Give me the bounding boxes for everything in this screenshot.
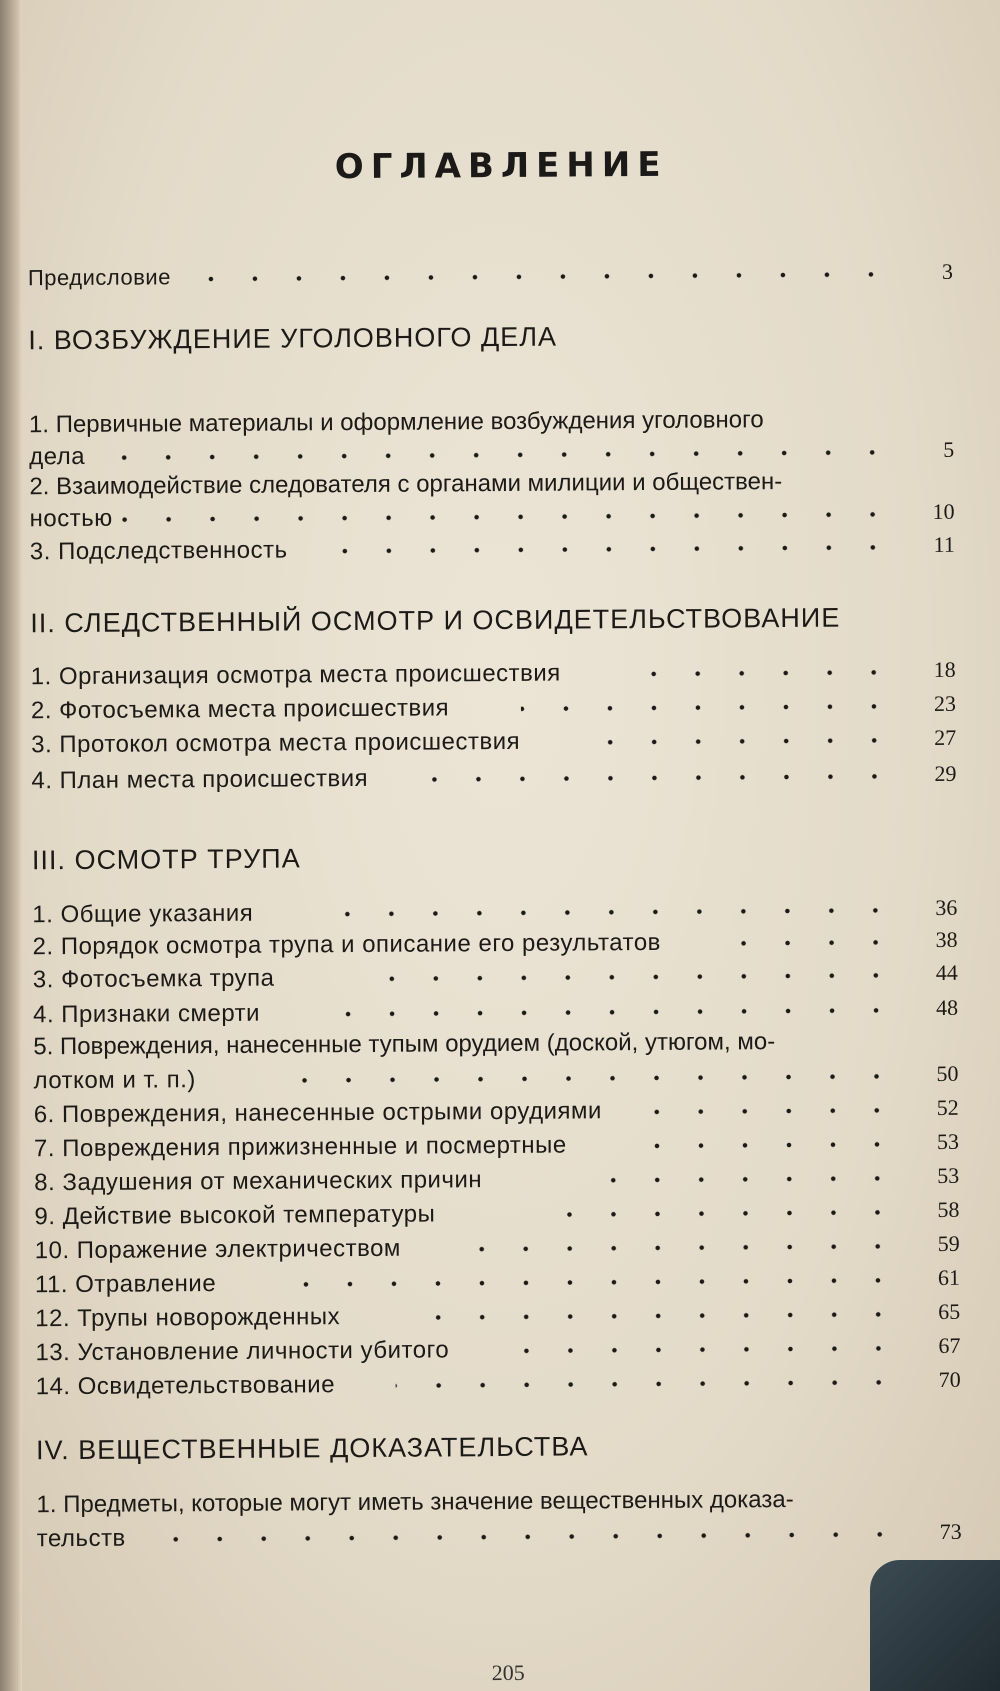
toc-entry: [31, 725, 956, 763]
entry-page: 11: [933, 531, 955, 557]
entry-label: лотком и т. п.): [33, 1066, 196, 1095]
entry-page: 61: [937, 1264, 961, 1290]
leader-dots: [591, 737, 896, 745]
entry-label: 14. Освидетельствование: [35, 1371, 336, 1401]
leader-dots: [99, 449, 894, 461]
toc-entry: [33, 927, 958, 965]
entry-label: 10. Поражение электричеством: [34, 1234, 401, 1265]
leader-dots: [332, 907, 897, 917]
toc-entry: [34, 1197, 959, 1235]
toc-entry: [30, 532, 955, 570]
entry-line: 1. Предметы, которые могут иметь значение вещественных доказа-: [36, 1485, 794, 1519]
entry-page: 48: [935, 994, 959, 1020]
entry-page: 23: [933, 690, 957, 716]
toc-entry: [35, 1231, 960, 1269]
entry-label: 1. Общие указания: [32, 899, 254, 929]
toc-entry: [30, 499, 955, 537]
entry-page: 27: [934, 724, 957, 750]
toc-entry: [35, 1299, 960, 1337]
entry-page: 59: [937, 1230, 960, 1256]
leader-dots: [415, 1311, 900, 1320]
entry-page: 65: [938, 1298, 961, 1324]
leader-dots: [396, 1379, 901, 1389]
leader-dots: [330, 544, 895, 554]
entry-line: 2. Взаимодействие следователя с органами милиции и обществен-: [29, 468, 783, 501]
leader-dots: [333, 1007, 898, 1017]
entry-label: 3. Протокол осмотра места происшествия: [31, 727, 521, 759]
entry-label: 3. Фотосъемка трупа: [32, 964, 275, 994]
leader-dots: [654, 1107, 899, 1115]
section-heading: I. ВОЗБУЖДЕНИЕ УГОЛОВНОГО ДЕЛА: [28, 321, 558, 356]
entry-page: 53: [936, 1128, 960, 1154]
entry-page: 52: [936, 1094, 959, 1120]
entry-label: 1. Организация осмотра места происшествия: [30, 659, 561, 691]
entry-page: 29: [934, 760, 957, 786]
entry-label: 8. Задушения от механических причин: [34, 1166, 483, 1197]
toc-entry: [33, 1061, 958, 1099]
footer-page-number: 205: [491, 1659, 525, 1686]
toc-entry: [37, 1519, 962, 1557]
leader-dots: [147, 1531, 902, 1542]
book-cover-edge: [870, 1560, 1000, 1691]
toc-entry: [34, 1163, 959, 1201]
toc-entry-preface: [28, 259, 953, 297]
page-title: ОГЛАВЛЕНИЕ: [334, 144, 668, 188]
toc-entry: [36, 1367, 961, 1405]
leader-dots: [534, 1209, 899, 1218]
entry-label: 2. Фотосъемка места происшествия: [30, 694, 450, 725]
toc-entry: [34, 1095, 959, 1133]
entry-label: дела: [29, 442, 86, 471]
book-spine: [0, 0, 22, 1691]
entry-page: 58: [937, 1196, 960, 1222]
entry-label: 11. Отравление: [34, 1270, 217, 1299]
leader-dots: [521, 703, 896, 712]
toc-entry: [33, 960, 958, 998]
toc-entry: [35, 1265, 960, 1303]
entry-label: 4. Признаки смерти: [32, 999, 261, 1029]
entry-page: 36: [935, 894, 958, 920]
entry-line: 1. Первичные материалы и оформление возбуждения уголовного: [28, 406, 764, 439]
entry-page: 70: [938, 1366, 961, 1392]
entry-label: Предисловие: [27, 264, 171, 291]
entry-page: 18: [933, 656, 956, 682]
toc-entry: [35, 1333, 960, 1371]
leader-dots: [120, 511, 895, 522]
leader-dots: [641, 669, 896, 677]
entry-label: 6. Повреждения, нанесенные острыми орудиями: [33, 1097, 602, 1129]
section-heading: IV. ВЕЩЕСТВЕННЫЕ ДОКАЗАТЕЛЬСТВА: [36, 1431, 589, 1466]
toc-entry: [34, 1129, 959, 1167]
toc-entry: [33, 995, 958, 1033]
leader-dots: [353, 972, 898, 982]
entry-label: ностью: [29, 504, 113, 533]
leader-dots: [733, 939, 898, 946]
entry-label: тельств: [36, 1524, 126, 1553]
toc-entry: [31, 657, 956, 695]
leader-dots: [188, 271, 893, 282]
leader-dots: [594, 1175, 899, 1183]
entry-line: 5. Повреждения, нанесенные тупым орудием (доской, утюгом, мо-: [33, 1028, 776, 1061]
entry-label: 3. Подследственность: [29, 536, 288, 566]
leader-dots: [411, 773, 896, 782]
entry-page: 38: [935, 926, 958, 952]
entry-label: 2. Порядок осмотра трупа и описание его результатов: [32, 928, 661, 961]
leader-dots: [265, 1277, 900, 1287]
toc-entry: [31, 761, 956, 799]
entry-page: 50: [936, 1060, 959, 1086]
entry-label: 7. Повреждения прижизненные и посмертные: [33, 1131, 567, 1163]
entry-page: 44: [935, 959, 958, 985]
section-heading: II. СЛЕДСТВЕННЫЙ ОСМОТР И ОСВИДЕТЕЛЬСТВОВАНИЕ: [30, 602, 841, 639]
entry-label: 12. Трупы новорожденных: [35, 1303, 341, 1333]
leader-dots: [515, 1345, 900, 1354]
leader-dots: [654, 1141, 899, 1149]
entry-page: 3: [941, 258, 953, 284]
entry-label: 9. Действие высокой температуры: [34, 1200, 436, 1231]
toc-entry: [31, 691, 956, 729]
table-of-contents: [20, 0, 992, 1691]
leader-dots: [475, 1243, 900, 1252]
entry-label: 4. План места происшествия: [31, 764, 369, 795]
entry-page: 53: [937, 1162, 960, 1188]
entry-page: 73: [939, 1518, 962, 1544]
entry-label: 13. Установление личности убитого: [35, 1336, 450, 1367]
leader-dots: [264, 1073, 899, 1083]
entry-page: 10: [932, 498, 955, 524]
entry-page: 67: [938, 1332, 961, 1358]
entry-page: 5: [943, 436, 955, 462]
section-heading: III. ОСМОТР ТРУПА: [31, 843, 301, 876]
